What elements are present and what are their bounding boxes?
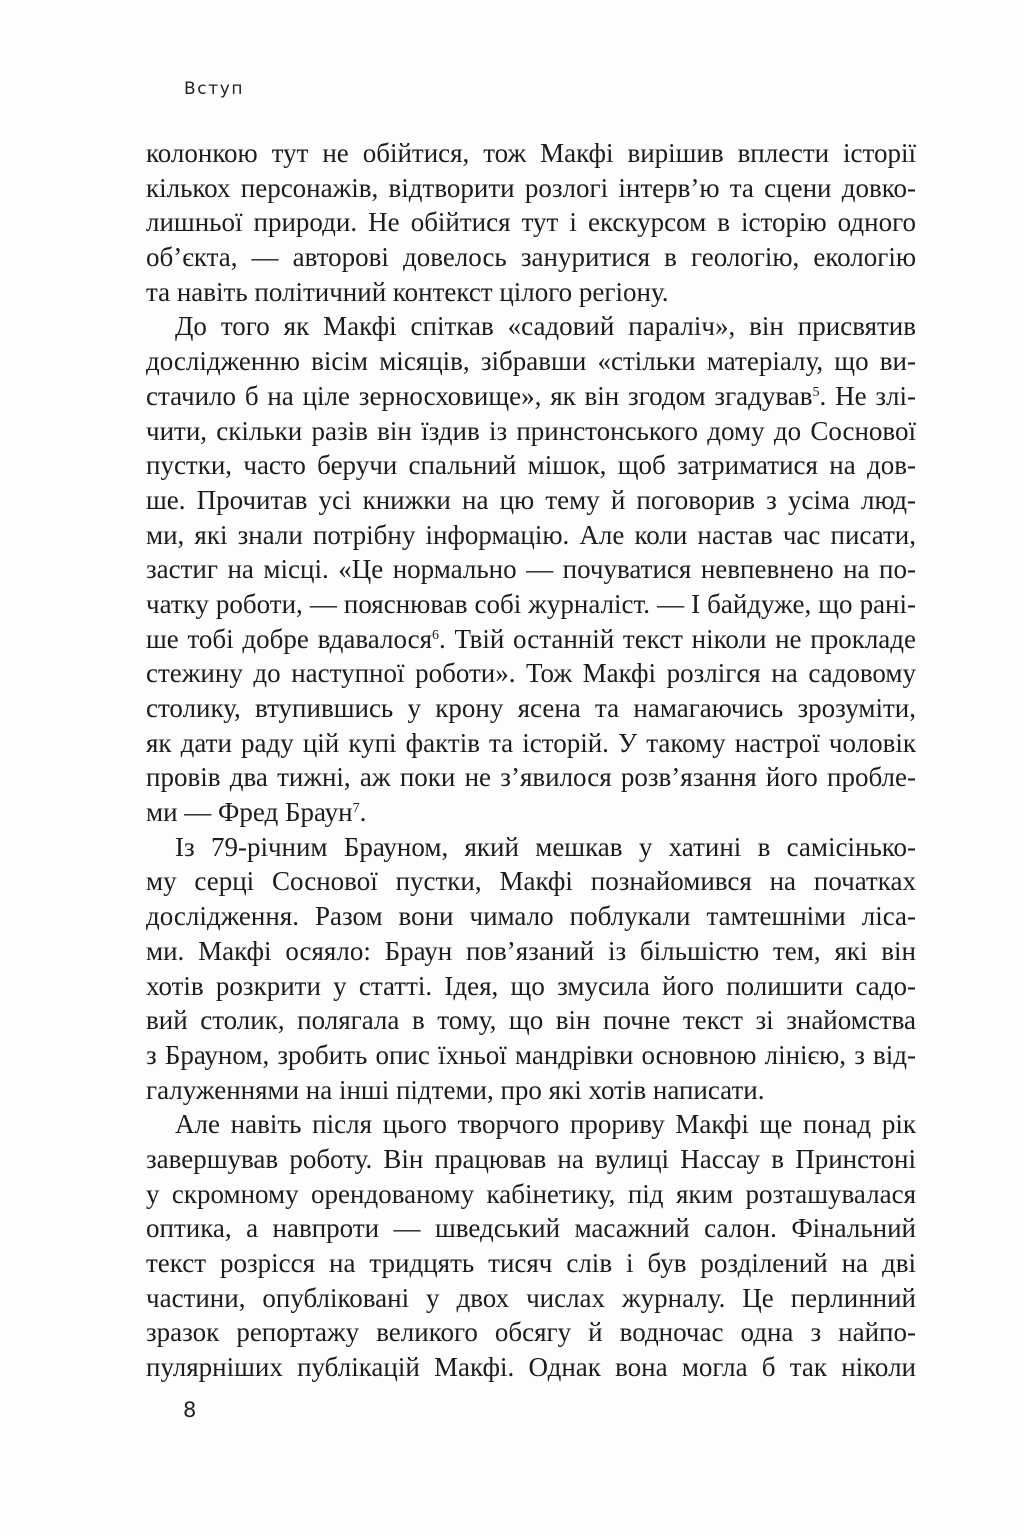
page-number: 8 (183, 1398, 197, 1422)
text-line: дослідженню вісім місяців, зібравши «стільки матеріалу, що ви- (146, 346, 916, 377)
paragraph-2 (146, 309, 916, 829)
text-line: як дати раду цій купі фактів та історій. У такому настрої чоловік (146, 727, 916, 758)
text-fragment: стачило б на ціле зерносховище», як він згодом згадував (146, 380, 813, 411)
text-line: об’єкта, — авторові довелось зануритися в геологію, екологію (146, 242, 916, 273)
text-line: частини, опубліковані у двох числах журналу. Це перлинний (146, 1282, 916, 1313)
text-line: оптика, а навпроти — шведський масажний салон. Фінальний (146, 1213, 916, 1244)
paragraph-3 (146, 830, 916, 1108)
footnote-ref-7[interactable]: 7 (352, 801, 360, 817)
text-line: чити, скільки разів він їздив із принстонського дому до Соснової (146, 415, 916, 446)
text-fragment: ше тобі добре вдавалося (146, 623, 433, 654)
text-fragment: . (359, 797, 367, 828)
text-line: з Брауном, зробить опис їхньої мандрівки основною лінією, з від- (146, 1039, 916, 1070)
text-line (146, 795, 916, 830)
text-fragment: . Твій останній текст ніколи не прокладе (439, 623, 917, 654)
text-line: Із 79-річним Брауном, який мешкав у хатині в самісінько- (175, 831, 916, 862)
footnote-ref-5[interactable]: 5 (812, 384, 820, 400)
text-line: у скромному орендованому кабінетику, під яким розташувалася (146, 1178, 916, 1209)
text-line: ми. Макфі осяяло: Браун пов’язаний із більшістю тем, які він (146, 935, 916, 966)
text-line: пустки, часто беручи спальний мішок, щоб затриматися на дов- (146, 450, 916, 481)
text-line: кількох персонажів, відтворити розлогі інтерв’ю та сцени довко- (146, 172, 916, 203)
text-line: лишньої природи. Не обійтися тут і екскурсом в історію одного (146, 207, 916, 238)
text-line: му серці Соснової пустки, Макфі познайомився на початках (146, 866, 916, 897)
text-line: провів два тижні, аж поки не з’явилося розв’язання його пробле- (146, 762, 916, 793)
text-line: До того як Макфі спіткав «садовий параліч», він присвятив (175, 311, 916, 342)
body-text (146, 136, 916, 1385)
text-line: стежину до наступної роботи». Тож Макфі розлігся на садовому (146, 658, 916, 689)
text-fragment: ми — Фред Браун (146, 797, 353, 828)
text-line: хотів розкрити у статті. Ідея, що змусила його полишити садо- (146, 970, 916, 1001)
text-line: ми, які знали потрібну інформацію. Але коли настав час писати, (146, 519, 916, 550)
paragraph-4 (146, 1107, 916, 1385)
text-line: вий столик, полягала в тому, що він почне текст зі знайомства (146, 1005, 916, 1036)
text-line (146, 622, 916, 657)
text-line: дослідження. Разом вони чимало поблукали тамтешніми ліса- (146, 901, 916, 932)
text-line: галуженнями на інші підтеми, про які хотів написати. (146, 1074, 765, 1105)
text-line: Але навіть після цього творчого прориву Макфі ще понад рік (175, 1109, 916, 1140)
paragraph-1 (146, 136, 916, 309)
text-line: та навіть політичний контекст цілого регіону. (146, 276, 669, 307)
text-line (146, 379, 916, 414)
text-line: столику, втупившись у крону ясена та намагаючись зрозуміти, (146, 693, 916, 723)
footnote-ref-6[interactable]: 6 (432, 627, 440, 643)
text-fragment: . Не злі- (819, 380, 916, 411)
text-line: текст розрісся на тридцять тисяч слів і був розділений на дві (146, 1248, 916, 1278)
text-line: колонкою тут не обійтися, тож Макфі вирішив вплести історії (146, 138, 916, 168)
text-line: пулярніших публікацій Макфі. Однак вона могла б так ніколи (146, 1352, 916, 1383)
text-line: чатку роботи, — пояснював собі журналіст. — І байдуже, що рані- (146, 588, 916, 619)
text-line: ше. Прочитав усі книжки на цю тему й поговорив з усіма люд- (146, 484, 916, 515)
text-line: зразок репортажу великого обсягу й водночас одна з найпо- (146, 1317, 916, 1348)
running-head: Вступ (184, 79, 245, 99)
text-line: завершував роботу. Він працював на вулиці Нассау в Принстоні (146, 1143, 916, 1174)
text-line: застиг на місці. «Це нормально — почуватися невпевнено на по- (146, 554, 916, 585)
